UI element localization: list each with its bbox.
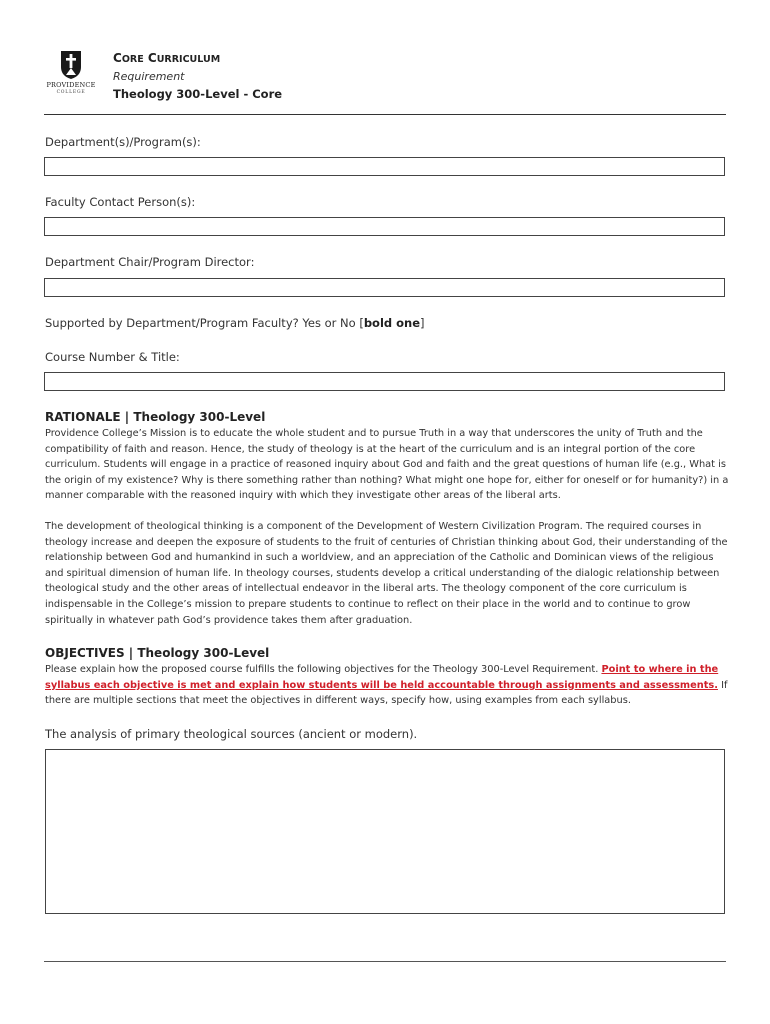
header-divider [44, 114, 726, 115]
faculty-contact-label: Faculty Contact Person(s): [45, 195, 196, 209]
department-chair-label: Department Chair/Program Director: [45, 255, 255, 269]
course-number-title-label: Course Number & Title: [45, 350, 180, 364]
requirement-label: Requirement [113, 70, 185, 83]
supported-question: Supported by Department/Program Faculty? Yes or No [bold one] [45, 316, 425, 330]
rationale-heading: RATIONALE | Theology 300-Level [45, 410, 266, 424]
objective-question-1: The analysis of primary theological sources (ancient or modern). [45, 727, 418, 741]
rationale-paragraph-1: Providence College’s Mission is to educate the whole student and to pursue Truth in a way that underscores the unity of Truth and the compatibility of faith and reason. Hence, the study of theology is at the heart of the curriculum and is an integral portion of the core curriculum. Students will engage in a practice of reasoned inquiry about God and faith and the great questions of human life (e.g., What is the origin of my existence? Why is there something rather than nothing? What might one hope for, either for oneself or for humanity?) in a manner comparable with the reasoned inquiry with which they investigate other areas of the liberal arts. [45, 428, 729, 502]
objectives-emphasis: Point to where in the syllabus each objective is met and explain how students will be held accountable through assignments and assessments. [45, 664, 719, 691]
logo-subtitle: COLLEGE [56, 90, 86, 95]
objectives-instructions: Please explain how the proposed course fulfills the following objectives for the Theology 300-Level Requirement. Point to where in the syllabus each objective is met and explain how students will be held accountable through assignments and assessments. If there are multiple sections that meet the objectives in different ways, specify how, using examples from each syllabus. [45, 664, 728, 707]
course-number-title-input[interactable] [44, 372, 725, 391]
faculty-contact-input[interactable] [44, 217, 725, 236]
department-chair-input[interactable] [44, 278, 725, 297]
footer-divider [44, 961, 726, 962]
departments-input[interactable] [44, 157, 725, 176]
logo-name: PROVIDENCE [46, 81, 96, 89]
course-requirement-name: Theology 300-Level - Core [113, 87, 283, 101]
document-title: CORE CURRICULUM [113, 51, 221, 65]
college-shield-icon [60, 50, 82, 80]
objective-1-response-box[interactable] [45, 749, 725, 914]
departments-label: Department(s)/Program(s): [45, 135, 201, 149]
providence-college-logo [44, 50, 98, 100]
objectives-heading: OBJECTIVES | Theology 300-Level [45, 646, 270, 660]
rationale-paragraph-2: The development of theological thinking is a component of the Development of Western Civilization Program. The required courses in theology increase and deepen the exposure of students to the fruit of centuries of Christian thinking about God, their understanding of the relationship between God and humankind in such a worldview, and an appreciation of the Catholic and Dominican views of the religious and spiritual dimension of human life. In theology courses, students develop a critical understanding of the dialogic relationship between theological study and the other areas of intellectual endeavor in the liberal arts. The theology component of the core curriculum is indispensable in the College’s mission to prepare students to continue to reflect on their place in the world and to continue to grow spiritually in whatever path God’s providence takes them after graduation. [45, 521, 728, 626]
